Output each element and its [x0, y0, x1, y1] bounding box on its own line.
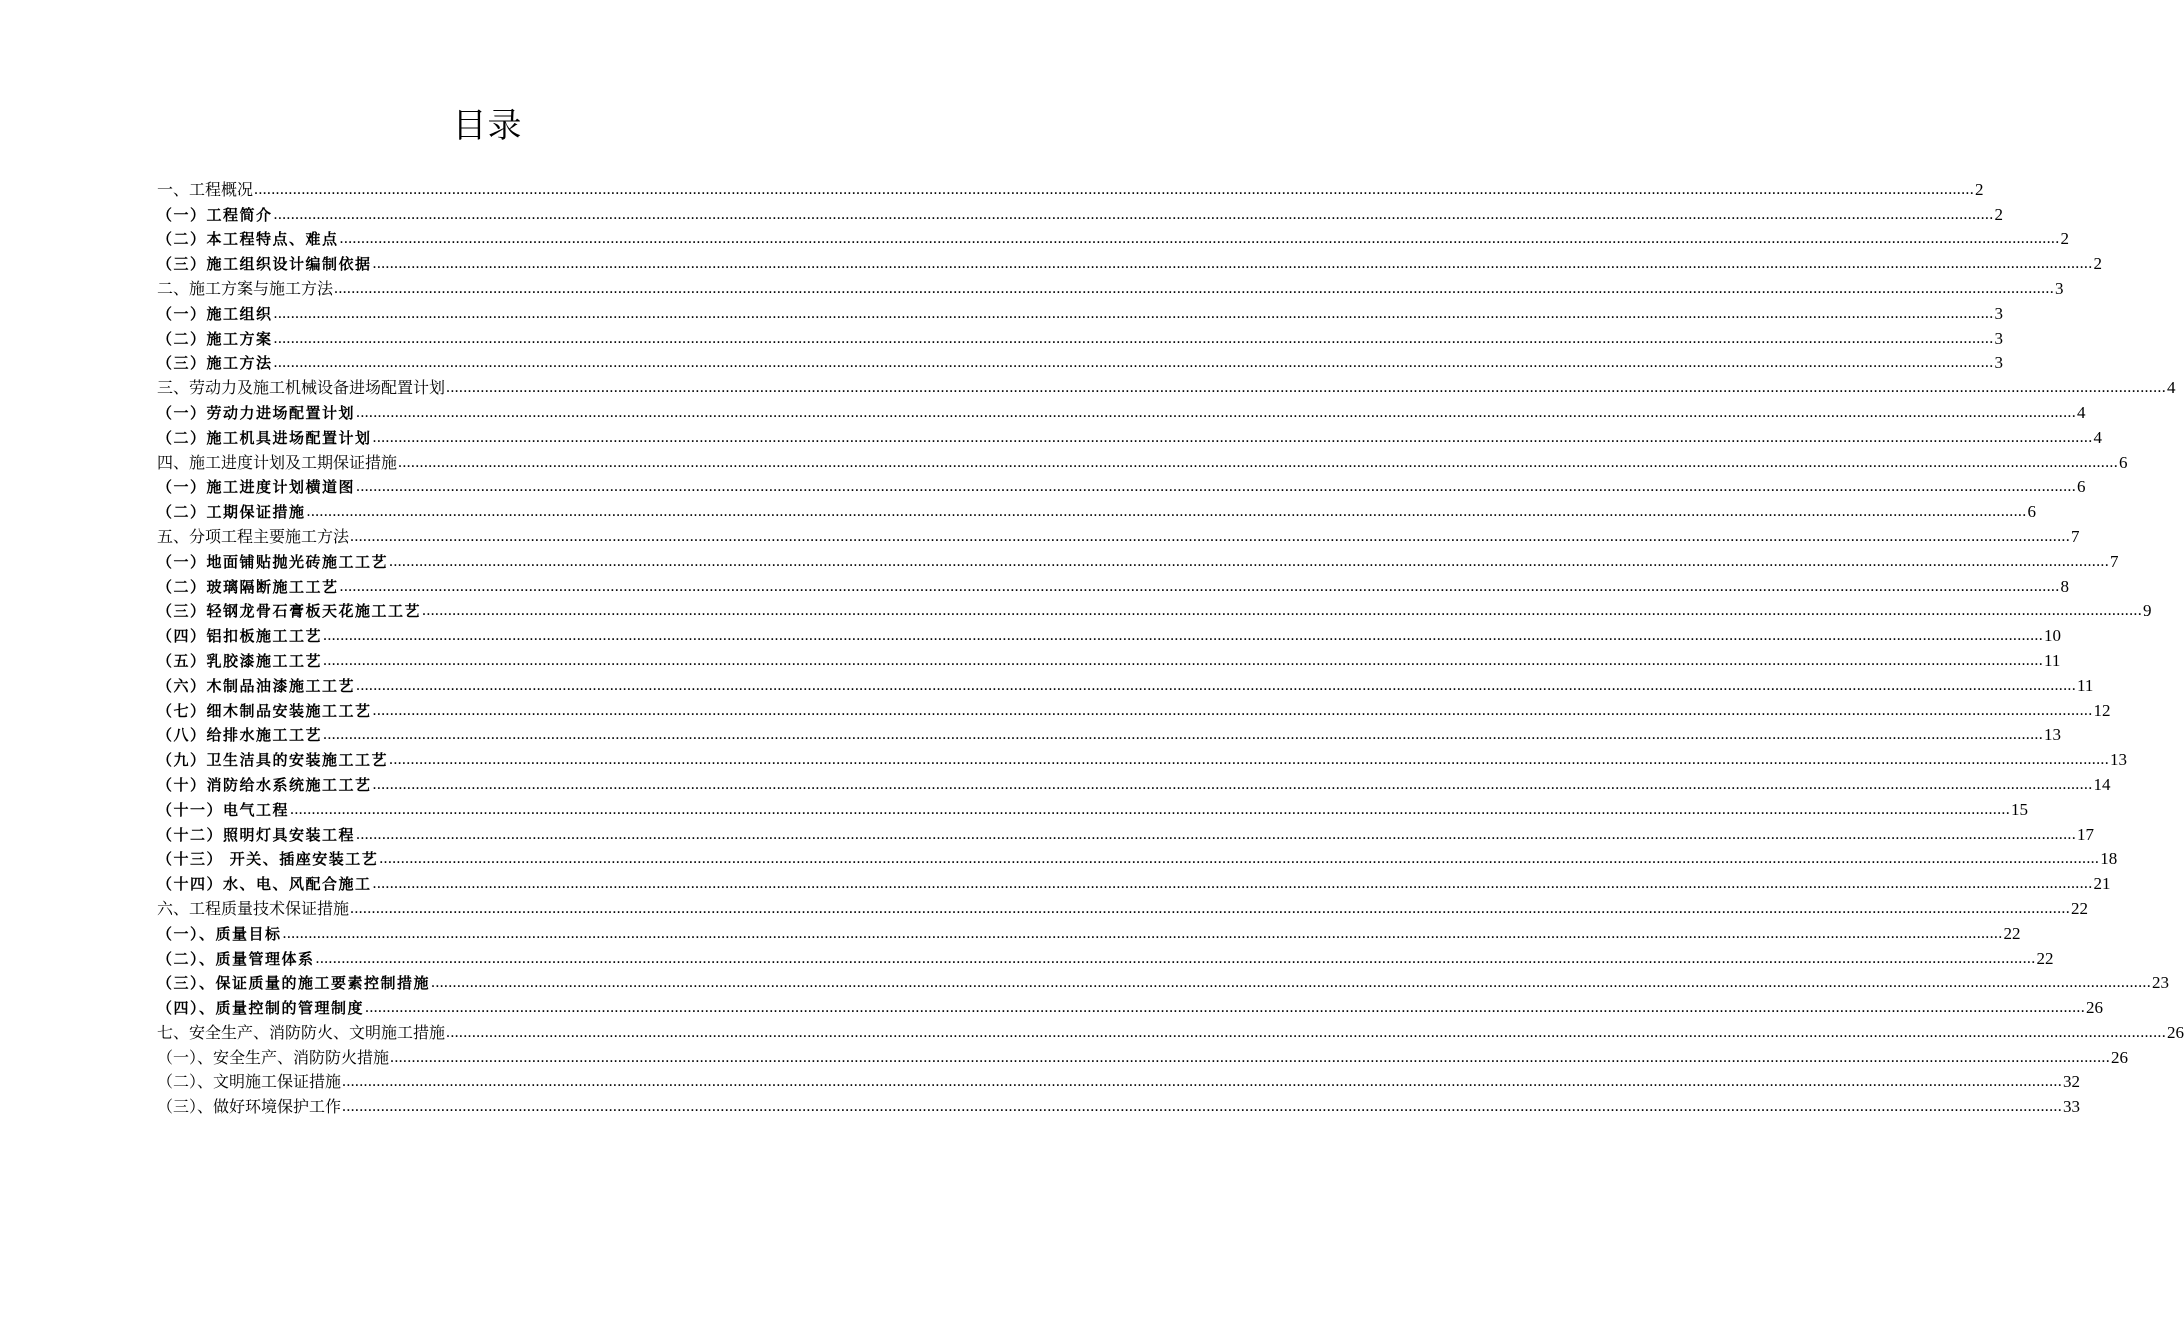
toc-entry[interactable]: [157, 274, 2064, 299]
toc-entry-title: 六、工程质量技术保证措施: [157, 898, 350, 918]
dot-leader: ................................................................................................................................................................................................................................................................................................................................................................................................................: [446, 1023, 2167, 1041]
toc-entry-page-number: 17: [2077, 824, 2095, 844]
toc-entry-title: （一）施工进度计划横道图: [157, 478, 356, 497]
toc-entry-page-number: 26: [2086, 998, 2104, 1018]
toc-entry[interactable]: [157, 969, 2170, 994]
dot-leader: ................................................................................................................................................................................................................................................................................................................................................................................................................: [356, 403, 2077, 421]
toc-entry-page-number: 9: [2143, 601, 2152, 621]
toc-entry-page-number: 12: [2093, 700, 2111, 720]
dot-leader: ................................................................................................................................................................................................................................................................................................................................................................................................................: [273, 329, 1994, 347]
dot-leader: ................................................................................................................................................................................................................................................................................................................................................................................................................: [372, 775, 2093, 793]
toc-entry-title: （五）乳胶漆施工工艺: [157, 651, 323, 670]
toc-entry[interactable]: [157, 200, 2004, 225]
dot-leader: ................................................................................................................................................................................................................................................................................................................................................................................................................: [356, 478, 2077, 496]
toc-entry[interactable]: [157, 894, 2089, 919]
toc-entry[interactable]: [157, 1018, 2184, 1043]
toc-entry[interactable]: [157, 993, 2104, 1018]
dot-leader: ................................................................................................................................................................................................................................................................................................................................................................................................................: [365, 999, 2086, 1017]
toc-entry-title: （十三） 开关、插座安装工艺: [157, 850, 379, 869]
toc-entry-page-number: 6: [2119, 452, 2128, 472]
toc-entry[interactable]: [157, 448, 2128, 473]
toc-entry-page-number: 6: [2027, 502, 2037, 522]
toc-entry-page-number: 3: [1994, 328, 2004, 348]
toc-entry-page-number: 7: [2110, 551, 2119, 571]
toc-entry[interactable]: [157, 869, 2111, 894]
toc-entry-page-number: 22: [2003, 923, 2021, 943]
toc-entry-title: （三）施工方法: [157, 354, 273, 373]
dot-leader: ................................................................................................................................................................................................................................................................................................................................................................................................................: [273, 354, 1994, 372]
toc-entry-title: 四、施工进度计划及工期保证措施: [157, 452, 398, 472]
toc-entry-page-number: 26: [2167, 1022, 2184, 1042]
dot-leader: ................................................................................................................................................................................................................................................................................................................................................................................................................: [315, 949, 2036, 967]
dot-leader: ................................................................................................................................................................................................................................................................................................................................................................................................................: [290, 800, 2011, 818]
toc-entry-page-number: 3: [1994, 353, 2004, 373]
toc-entry[interactable]: [157, 572, 2070, 597]
toc-entry-page-number: 18: [2100, 849, 2118, 869]
toc-entry[interactable]: [157, 795, 2029, 820]
toc-entry-title: 五、分项工程主要施工方法: [157, 526, 350, 546]
dot-leader: ................................................................................................................................................................................................................................................................................................................................................................................................................: [342, 1098, 2063, 1116]
toc-entry-title: （二）、质量管理体系: [157, 949, 315, 968]
toc-entry[interactable]: [157, 373, 2176, 398]
dot-leader: ................................................................................................................................................................................................................................................................................................................................................................................................................: [446, 379, 2167, 397]
dot-leader: ................................................................................................................................................................................................................................................................................................................................................................................................................: [372, 428, 2093, 446]
toc-entry-title: （三）施工组织设计编制依据: [157, 255, 372, 274]
toc-entry-title: （十二）照明灯具安装工程: [157, 825, 356, 844]
toc-entry[interactable]: [157, 671, 2094, 696]
toc-entry-title: 七、安全生产、消防防火、文明施工措施: [157, 1022, 446, 1042]
toc-entry-title: 一、工程概况: [157, 179, 254, 199]
toc-entry[interactable]: [157, 745, 2128, 770]
toc-entry-title: （四）、质量控制的管理制度: [157, 999, 365, 1018]
toc-entry-title: （二）玻璃隔断施工工艺: [157, 577, 339, 596]
dot-leader: ................................................................................................................................................................................................................................................................................................................................................................................................................: [306, 503, 2027, 521]
toc-entry[interactable]: [157, 944, 2054, 969]
toc-entry-title: （三）、做好环境保护工作: [157, 1097, 342, 1117]
toc-entry-title: （二）施工方案: [157, 329, 273, 348]
toc-entry-title: 二、施工方案与施工方法: [157, 278, 334, 298]
toc-entry-title: （九）卫生洁具的安装施工工艺: [157, 751, 389, 770]
toc-entry[interactable]: [157, 324, 2004, 349]
dot-leader: ................................................................................................................................................................................................................................................................................................................................................................................................................: [323, 627, 2044, 645]
dot-leader: ................................................................................................................................................................................................................................................................................................................................................................................................................: [350, 899, 2071, 917]
toc-entry[interactable]: [157, 646, 2061, 671]
toc-entry-page-number: 8: [2060, 576, 2070, 596]
toc-entry-page-number: 4: [2167, 378, 2176, 398]
table-of-contents: [157, 175, 2184, 1117]
toc-entry[interactable]: [157, 1092, 2081, 1117]
toc-entry[interactable]: [157, 770, 2111, 795]
toc-entry[interactable]: [157, 398, 2086, 423]
toc-entry-title: （一）、质量目标: [157, 924, 282, 943]
toc-entry-page-number: 13: [2044, 725, 2062, 745]
dot-leader: ................................................................................................................................................................................................................................................................................................................................................................................................................: [372, 255, 2093, 273]
dot-leader: ................................................................................................................................................................................................................................................................................................................................................................................................................: [339, 577, 2060, 595]
toc-entry-title: （四）铝扣板施工工艺: [157, 627, 323, 646]
dot-leader: ................................................................................................................................................................................................................................................................................................................................................................................................................: [379, 850, 2100, 868]
toc-entry-page-number: 2: [2060, 229, 2070, 249]
dot-leader: ................................................................................................................................................................................................................................................................................................................................................................................................................: [323, 726, 2044, 744]
toc-entry-title: （七）细木制品安装施工工艺: [157, 701, 372, 720]
toc-entry-title: （一）劳动力进场配置计划: [157, 403, 356, 422]
toc-entry-title: （三）轻钢龙骨石膏板天花施工工艺: [157, 602, 422, 621]
toc-entry-title: （二）本工程特点、难点: [157, 230, 339, 249]
toc-entry[interactable]: [157, 597, 2152, 622]
toc-entry-page-number: 33: [2063, 1097, 2081, 1117]
dot-leader: ................................................................................................................................................................................................................................................................................................................................................................................................................: [372, 701, 2093, 719]
toc-entry-page-number: 4: [2077, 402, 2086, 422]
toc-entry-page-number: 11: [2044, 650, 2061, 670]
toc-entry-page-number: 4: [2093, 427, 2103, 447]
dot-leader: ................................................................................................................................................................................................................................................................................................................................................................................................................: [342, 1073, 2063, 1091]
toc-entry-page-number: 13: [2110, 750, 2128, 770]
toc-entry-title: （八）给排水施工工艺: [157, 726, 323, 745]
toc-entry-page-number: 22: [2071, 898, 2089, 918]
toc-entry[interactable]: [157, 696, 2111, 721]
dot-leader: ................................................................................................................................................................................................................................................................................................................................................................................................................: [350, 527, 2071, 545]
toc-entry-page-number: 22: [2036, 948, 2054, 968]
toc-entry-page-number: 26: [2111, 1047, 2129, 1067]
toc-entry-title: （一）施工组织: [157, 304, 273, 323]
toc-entry[interactable]: [157, 175, 1984, 200]
toc-entry-title: （十四）水、电、风配合施工: [157, 875, 372, 894]
dot-leader: ................................................................................................................................................................................................................................................................................................................................................................................................................: [389, 751, 2110, 769]
dot-leader: ................................................................................................................................................................................................................................................................................................................................................................................................................: [356, 825, 2077, 843]
dot-leader: ................................................................................................................................................................................................................................................................................................................................................................................................................: [339, 230, 2060, 248]
toc-entry-page-number: 6: [2077, 477, 2086, 497]
dot-leader: ................................................................................................................................................................................................................................................................................................................................................................................................................: [282, 924, 2003, 942]
toc-entry[interactable]: [157, 919, 2021, 944]
toc-entry[interactable]: [157, 299, 2004, 324]
dot-leader: ................................................................................................................................................................................................................................................................................................................................................................................................................: [273, 205, 1994, 223]
toc-entry[interactable]: [157, 349, 2004, 374]
dot-leader: ................................................................................................................................................................................................................................................................................................................................................................................................................: [334, 279, 2055, 297]
page-title: 目录: [452, 106, 523, 146]
toc-entry-page-number: 21: [2093, 874, 2111, 894]
toc-entry-title: （三）、保证质量的施工要素控制措施: [157, 974, 431, 993]
toc-entry-title: （十）消防给水系统施工工艺: [157, 775, 372, 794]
toc-entry-page-number: 3: [2055, 278, 2064, 298]
dot-leader: ................................................................................................................................................................................................................................................................................................................................................................................................................: [389, 552, 2110, 570]
toc-entry-title: （二）、文明施工保证措施: [157, 1072, 342, 1092]
dot-leader: ................................................................................................................................................................................................................................................................................................................................................................................................................: [390, 1048, 2111, 1066]
toc-entry-page-number: 11: [2077, 675, 2094, 695]
toc-entry[interactable]: [157, 845, 2118, 870]
toc-entry[interactable]: [157, 497, 2037, 522]
dot-leader: ................................................................................................................................................................................................................................................................................................................................................................................................................: [398, 453, 2119, 471]
toc-entry-page-number: 2: [2093, 254, 2103, 274]
dot-leader: ................................................................................................................................................................................................................................................................................................................................................................................................................: [254, 180, 1975, 198]
dot-leader: ................................................................................................................................................................................................................................................................................................................................................................................................................: [323, 651, 2044, 669]
toc-entry-page-number: 7: [2071, 526, 2080, 546]
toc-entry-title: （二）施工机具进场配置计划: [157, 428, 372, 447]
toc-entry[interactable]: [157, 225, 2070, 250]
toc-entry[interactable]: [157, 522, 2080, 547]
toc-entry[interactable]: [157, 1068, 2081, 1093]
toc-entry-title: （六）木制品油漆施工工艺: [157, 676, 356, 695]
toc-entry-title: （一）、安全生产、消防防火措施: [157, 1047, 390, 1067]
dot-leader: ................................................................................................................................................................................................................................................................................................................................................................................................................: [273, 304, 1994, 322]
dot-leader: ................................................................................................................................................................................................................................................................................................................................................................................................................: [372, 875, 2093, 893]
toc-entry[interactable]: [157, 547, 2119, 572]
toc-entry-page-number: 2: [1994, 204, 2004, 224]
toc-entry[interactable]: [157, 423, 2103, 448]
toc-entry-page-number: 14: [2093, 774, 2111, 794]
toc-entry-title: （一）地面铺贴抛光砖施工工艺: [157, 552, 389, 571]
toc-entry[interactable]: [157, 820, 2095, 845]
toc-entry[interactable]: [157, 473, 2086, 498]
toc-entry-page-number: 15: [2011, 799, 2029, 819]
toc-entry-title: （二）工期保证措施: [157, 503, 306, 522]
toc-entry-title: 三、劳动力及施工机械设备进场配置计划: [157, 378, 446, 398]
toc-entry[interactable]: [157, 621, 2062, 646]
toc-entry[interactable]: [157, 249, 2103, 274]
dot-leader: ................................................................................................................................................................................................................................................................................................................................................................................................................: [356, 676, 2077, 694]
toc-entry-page-number: 23: [2152, 973, 2170, 993]
toc-entry[interactable]: [157, 721, 2062, 746]
toc-entry-title: （十一）电气工程: [157, 800, 290, 819]
toc-entry-title: （一）工程简介: [157, 205, 273, 224]
toc-entry[interactable]: [157, 1043, 2129, 1068]
toc-entry-page-number: 3: [1994, 303, 2004, 323]
dot-leader: ................................................................................................................................................................................................................................................................................................................................................................................................................: [422, 602, 2143, 620]
dot-leader: ................................................................................................................................................................................................................................................................................................................................................................................................................: [431, 974, 2152, 992]
toc-entry-page-number: 10: [2044, 626, 2062, 646]
toc-entry-page-number: 2: [1975, 179, 1984, 199]
toc-entry-page-number: 32: [2063, 1072, 2081, 1092]
